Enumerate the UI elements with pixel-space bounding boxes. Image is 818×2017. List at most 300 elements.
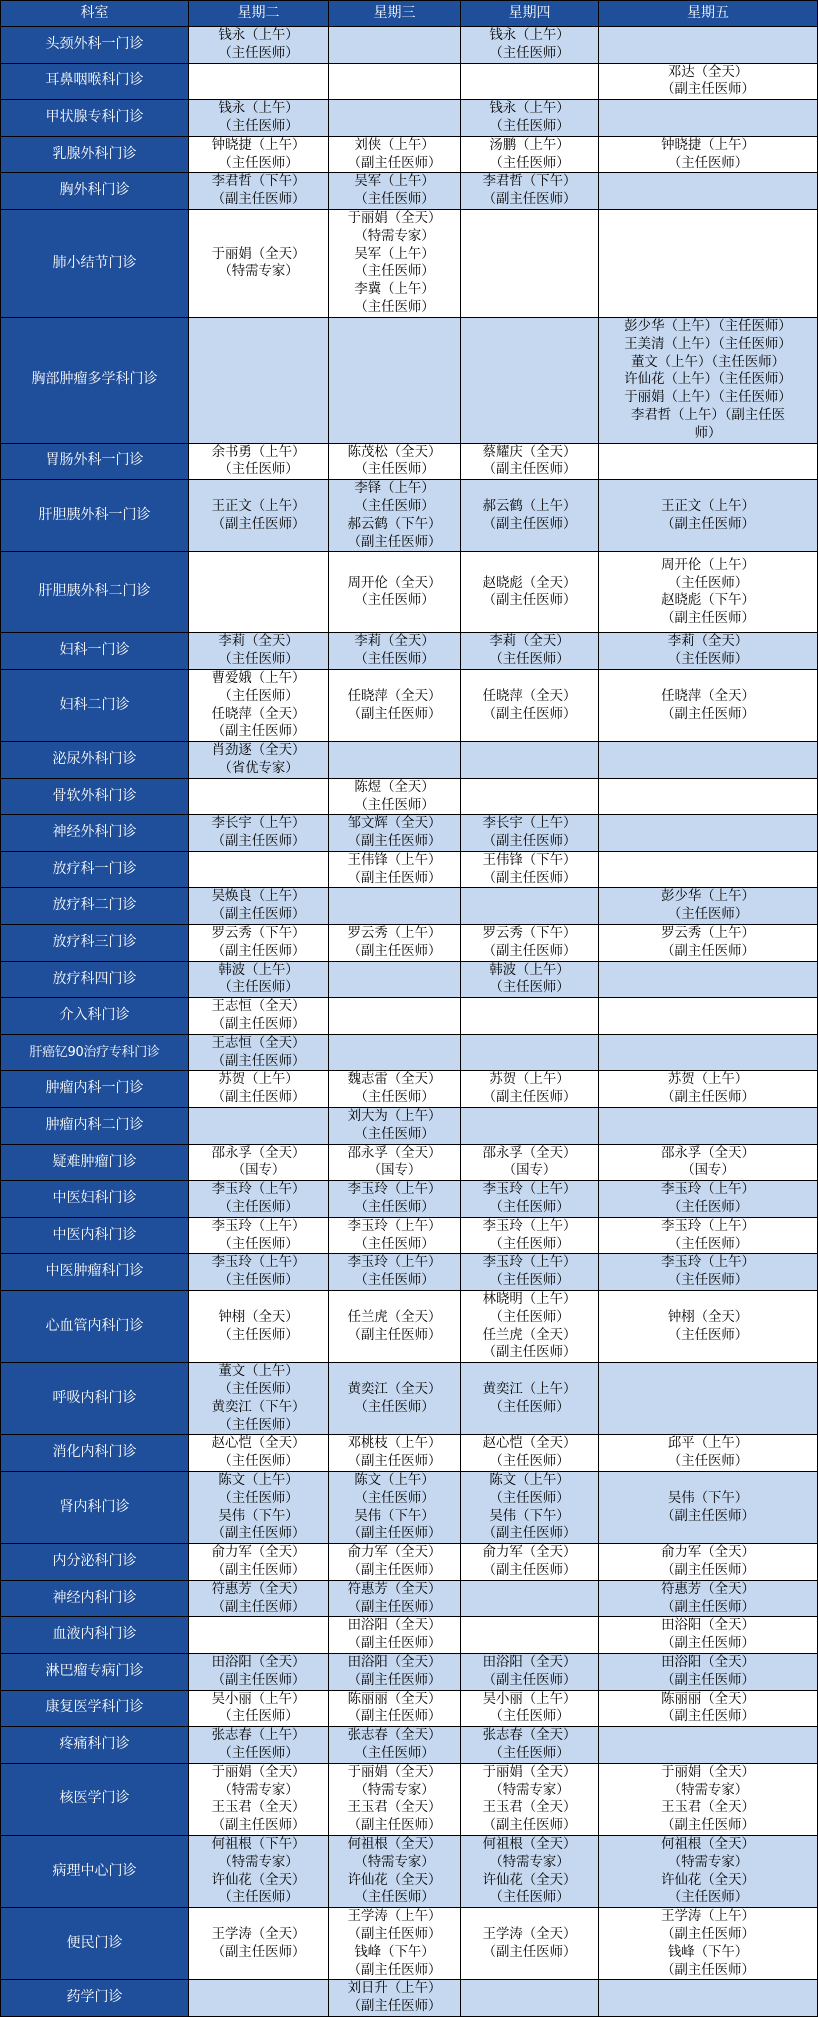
doctor-line: 李莉（全天） [489, 634, 570, 650]
schedule-cell-friday [599, 1617, 818, 1654]
doctor-line: （主任医师） [218, 1327, 299, 1343]
doctor-line: （主任医师） [354, 652, 435, 668]
doctor-line: 于丽娟（上午）（主任医师） [624, 390, 792, 406]
doctor-line: （主任医师） [218, 1236, 299, 1252]
dept-name: 神经内科门诊 [1, 1580, 189, 1617]
doctor-line: 何祖根（下午） [211, 1836, 306, 1852]
schedule-cell-friday [599, 552, 818, 633]
doctor-line: （副主任医师） [661, 943, 755, 959]
schedule-cell-tuesday [189, 1690, 329, 1727]
doctor-line: 吴军（上午） [354, 246, 435, 262]
schedule-cell-tuesday [189, 173, 329, 210]
schedule-cell-tuesday [189, 925, 329, 962]
table-row [1, 998, 818, 1035]
schedule-cell-thursday [461, 1435, 599, 1472]
doctor-line: 田浴阳（全天） [661, 1618, 755, 1634]
schedule-cell-tuesday [189, 1034, 329, 1071]
schedule-cell-thursday [461, 1217, 599, 1254]
schedule-cell-friday [599, 100, 818, 137]
dept-name: 介入科门诊 [1, 998, 189, 1035]
doctor-line: 肖劲逐（全天） [211, 743, 306, 759]
doctor-line: （副主任医师） [661, 1562, 755, 1578]
doctor-line: 张志春（上午） [211, 1728, 306, 1744]
doctor-line: 于丽娟（全天） [211, 246, 306, 262]
doctor-line: 林晓明（上午） [482, 1292, 577, 1308]
table-row [1, 480, 818, 552]
schedule-cell-thursday [461, 1835, 599, 1907]
table-row [1, 1653, 818, 1690]
doctor-line: 许仙花（全天） [347, 1872, 442, 1888]
doctor-line: 郝云鹤（下午） [347, 516, 442, 532]
doctor-line: 韩波（上午） [489, 962, 570, 978]
schedule-cell-friday [599, 1217, 818, 1254]
schedule-cell-wednesday [329, 1471, 461, 1543]
doctor-line: （副主任医师） [211, 516, 306, 532]
header-tuesday: 星期二 [189, 1, 329, 27]
doctor-line: （副主任医师） [347, 1962, 442, 1978]
doctor-line: 周开伦（上午） [661, 557, 755, 573]
doctor-line: （国专） [231, 1163, 286, 1179]
doctor-line: （副主任医师） [211, 1672, 306, 1688]
schedule-cell-friday [599, 1144, 818, 1181]
table-row [1, 1034, 818, 1071]
schedule-cell-wednesday [329, 443, 461, 480]
doctor-line: （主任医师） [489, 1709, 570, 1725]
schedule-cell-wednesday [329, 1690, 461, 1727]
doctor-line: 何祖根（全天） [347, 1836, 442, 1852]
doctor-line: 韩波（上午） [218, 962, 299, 978]
doctor-line: （副主任医师） [347, 706, 442, 722]
dept-name: 呼吸内科门诊 [1, 1363, 189, 1435]
schedule-cell-thursday [461, 1034, 599, 1071]
doctor-line: 任晓萍（全天） [661, 688, 755, 704]
doctor-line: （特需专家） [489, 1782, 570, 1798]
doctor-line: （主任医师） [667, 1200, 749, 1216]
doctor-line: 吴伟（下午） [489, 1508, 570, 1524]
doctor-line: （主任医师） [489, 1273, 570, 1289]
schedule-cell-thursday [461, 778, 599, 815]
schedule-cell-wednesday [329, 136, 461, 173]
schedule-cell-thursday [461, 1617, 599, 1654]
schedule-cell-friday [599, 742, 818, 779]
table-row [1, 1144, 818, 1181]
doctor-line: 王正文（上午） [661, 498, 755, 514]
doctor-line: （主任医师） [489, 1200, 570, 1216]
dept-name: 消化内科门诊 [1, 1435, 189, 1472]
schedule-cell-tuesday [189, 1471, 329, 1543]
doctor-line: （副主任医师） [347, 155, 442, 171]
schedule-cell-friday [599, 1580, 818, 1617]
schedule-cell-tuesday [189, 998, 329, 1035]
doctor-line: （副主任医师） [482, 192, 577, 208]
doctor-line: 何祖根（全天） [661, 1836, 755, 1852]
doctor-line: 何祖根（全天） [482, 1836, 577, 1852]
schedule-cell-tuesday [189, 778, 329, 815]
doctor-line: （特需专家） [667, 1782, 749, 1798]
doctor-line: 李莉（全天） [218, 634, 299, 650]
doctor-line: 邹文辉（全天） [347, 816, 442, 832]
doctor-line: 吴伟（下午） [667, 1490, 749, 1506]
schedule-cell-friday [599, 998, 818, 1035]
schedule-cell-tuesday [189, 443, 329, 480]
schedule-cell-thursday [461, 443, 599, 480]
table-row [1, 633, 818, 670]
doctor-line: 李玉玲（上午） [482, 1255, 577, 1271]
dept-name: 耳鼻咽喉科门诊 [1, 63, 189, 100]
doctor-line: 于丽娟（全天） [482, 1764, 577, 1780]
doctor-line: （主任医师） [489, 1745, 570, 1761]
schedule-cell-wednesday [329, 552, 461, 633]
schedule-cell-wednesday [329, 851, 461, 888]
schedule-cell-thursday [461, 961, 599, 998]
schedule-cell-tuesday [189, 1144, 329, 1181]
doctor-line: 黄奕江（全天） [347, 1382, 442, 1397]
dept-name: 肾内科门诊 [1, 1471, 189, 1543]
doctor-line: （主任医师） [489, 155, 570, 171]
table-row [1, 63, 818, 100]
dept-name: 神经外科门诊 [1, 815, 189, 852]
doctor-line: （主任医师） [354, 1890, 435, 1906]
doctor-line: 钟晓捷（上午） [211, 137, 306, 153]
table-row [1, 778, 818, 815]
doctor-line: （主任医师） [667, 575, 749, 591]
doctor-line: 邵永孚（全天） [347, 1145, 442, 1161]
doctor-line: （特需专家） [667, 1854, 749, 1870]
table-row [1, 317, 818, 443]
schedule-cell-tuesday [189, 1363, 329, 1435]
schedule-cell-friday [599, 1291, 818, 1363]
schedule-cell-friday [599, 888, 818, 925]
schedule-cell-wednesday [329, 669, 461, 741]
schedule-cell-thursday [461, 742, 599, 779]
doctor-line: （主任医师） [218, 980, 299, 996]
doctor-line: （副主任医师） [211, 834, 306, 850]
doctor-line: （主任医师） [354, 192, 435, 208]
schedule-cell-wednesday [329, 209, 461, 317]
doctor-line: （主任医师） [354, 797, 435, 813]
schedule-cell-wednesday [329, 1254, 461, 1291]
doctor-line: （主任医师） [489, 1490, 570, 1506]
doctor-line: 任兰虎（全天） [482, 1327, 577, 1343]
doctor-line: 任晓萍（全天） [482, 688, 577, 704]
doctor-line: 王玉君（全天） [661, 1800, 755, 1816]
schedule-cell-wednesday [329, 1363, 461, 1435]
doctor-line: （主任医师） [354, 462, 435, 478]
schedule-cell-wednesday [329, 1580, 461, 1617]
table-row [1, 1471, 818, 1543]
doctor-line: 俞力军（全天） [347, 1545, 442, 1561]
doctor-line: （特需专家） [354, 1854, 435, 1870]
table-row [1, 1580, 818, 1617]
schedule-cell-friday [599, 1071, 818, 1108]
table-row [1, 1727, 818, 1764]
schedule-cell-friday [599, 778, 818, 815]
schedule-cell-thursday [461, 888, 599, 925]
schedule-cell-thursday [461, 1254, 599, 1291]
doctor-line: （副主任医师） [347, 1454, 442, 1470]
schedule-cell-thursday [461, 1108, 599, 1145]
doctor-line: （副主任医师） [482, 834, 577, 850]
doctor-line: （副主任医师） [347, 1327, 442, 1343]
doctor-line: 王志恒（全天） [211, 999, 306, 1015]
doctor-line: 钟晓捷（上午） [661, 137, 755, 153]
doctor-line: 吴小丽（上午） [211, 1691, 306, 1707]
doctor-line: （副主任医师） [347, 534, 442, 550]
schedule-cell-thursday [461, 815, 599, 852]
doctor-line: 王玉君（全天） [347, 1800, 442, 1816]
doctor-line: 李君哲（上午）（副主任医 [631, 407, 785, 423]
doctor-line: （主任医师） [218, 1200, 299, 1216]
doctor-line: 钱峰（下午） [354, 1944, 435, 1960]
table-row [1, 1435, 818, 1472]
schedule-cell-wednesday [329, 1291, 461, 1363]
dept-name: 血液内科门诊 [1, 1617, 189, 1654]
schedule-cell-tuesday [189, 1980, 329, 2017]
doctor-line: 钱峰（下午） [667, 1944, 749, 1960]
doctor-line: （副主任医师） [347, 1926, 442, 1942]
schedule-cell-wednesday [329, 317, 461, 443]
doctor-line: 邵永孚（全天） [211, 1145, 306, 1161]
doctor-line: （主任医师） [354, 1090, 435, 1106]
doctor-line: 罗云秀（下午） [211, 926, 306, 942]
doctor-line: （国专） [367, 1163, 422, 1179]
doctor-line: （主任医师） [489, 1890, 570, 1906]
doctor-line: （主任医师） [489, 45, 570, 61]
doctor-line: （副主任医师） [482, 462, 577, 478]
doctor-line: （副主任医师） [661, 82, 755, 98]
dept-name: 病理中心门诊 [1, 1835, 189, 1907]
dept-name: 康复医学科门诊 [1, 1690, 189, 1727]
schedule-cell-friday [599, 480, 818, 552]
doctor-line: 苏贺（上午） [489, 1072, 570, 1088]
header-wednesday: 星期三 [329, 1, 461, 27]
doctor-line: （主任医师） [354, 1126, 435, 1142]
doctor-line: （副主任医师） [347, 1999, 442, 2015]
dept-name: 放疗科四门诊 [1, 961, 189, 998]
dept-name: 疑难肿瘤门诊 [1, 1144, 189, 1181]
schedule-cell-friday [599, 173, 818, 210]
doctor-line: （主任医师） [667, 1273, 749, 1289]
doctor-line: （特需专家） [218, 264, 299, 280]
doctor-line: 邵永孚（全天） [661, 1145, 755, 1161]
schedule-cell-thursday [461, 1980, 599, 2017]
doctor-line: （副主任医师） [661, 1672, 755, 1688]
doctor-line: （副主任医师） [661, 1709, 755, 1725]
doctor-line: （特需专家） [218, 1854, 299, 1870]
dept-name: 疼痛科门诊 [1, 1727, 189, 1764]
doctor-line: 吴伟（下午） [218, 1508, 299, 1524]
dept-name: 放疗科二门诊 [1, 888, 189, 925]
doctor-line: （副主任医师） [211, 1599, 306, 1615]
dept-name: 中医妇科门诊 [1, 1181, 189, 1218]
schedule-cell-friday [599, 1435, 818, 1472]
doctor-line: （主任医师） [489, 1399, 570, 1415]
schedule-cell-tuesday [189, 1580, 329, 1617]
schedule-cell-thursday [461, 1144, 599, 1181]
doctor-line: 钟栩（全天） [667, 1309, 749, 1325]
doctor-line: 于丽娟（全天） [347, 211, 442, 227]
doctor-line: 苏贺（上午） [218, 1072, 299, 1088]
schedule-cell-thursday [461, 63, 599, 100]
doctor-line: （副主任医师） [661, 516, 755, 532]
schedule-cell-wednesday [329, 1108, 461, 1145]
doctor-line: （特需专家） [218, 1782, 299, 1798]
dept-name: 药学门诊 [1, 1980, 189, 2017]
schedule-cell-tuesday [189, 1617, 329, 1654]
schedule-cell-thursday [461, 1471, 599, 1543]
doctor-line: （副主任医师） [347, 1636, 442, 1652]
doctor-line: （主任医师） [218, 1890, 299, 1906]
table-row [1, 443, 818, 480]
table-row [1, 1254, 818, 1291]
schedule-cell-wednesday [329, 1181, 461, 1218]
doctor-line: 王伟锋（上午） [347, 852, 442, 868]
doctor-line: （副主任医师） [211, 1944, 306, 1960]
schedule-cell-tuesday [189, 1653, 329, 1690]
schedule-cell-thursday [461, 480, 599, 552]
doctor-line: 赵晓彪（全天） [482, 575, 577, 591]
doctor-line: （主任医师） [667, 1327, 749, 1343]
doctor-line: 董文（上午） [218, 1364, 299, 1380]
schedule-cell-tuesday [189, 1763, 329, 1835]
dept-name: 肝癌钇90治疗专科门诊 [1, 1034, 189, 1071]
doctor-line: 李长宇（上午） [211, 816, 306, 832]
schedule-cell-friday [599, 633, 818, 670]
doctor-line: （副主任医师） [482, 1818, 577, 1834]
header-row [1, 1, 818, 27]
dept-name: 妇科一门诊 [1, 633, 189, 670]
doctor-line: （主任医师） [218, 1273, 299, 1289]
schedule-cell-tuesday [189, 1435, 329, 1472]
schedule-cell-wednesday [329, 1034, 461, 1071]
doctor-line: 钱永（上午） [489, 28, 570, 43]
doctor-line: （主任医师） [354, 1399, 435, 1415]
schedule-cell-friday [599, 1181, 818, 1218]
doctor-line: 蔡耀庆（全天） [482, 444, 577, 460]
schedule-cell-friday [599, 1908, 818, 1980]
schedule-cell-wednesday [329, 1908, 461, 1980]
doctor-line: 刘大为（上午） [347, 1109, 442, 1125]
schedule-cell-tuesday [189, 1908, 329, 1980]
doctor-line: 李玉玲（上午） [661, 1218, 755, 1234]
doctor-line: 王玉君（全天） [211, 1800, 306, 1816]
doctor-line: 符惠芳（全天） [211, 1581, 306, 1597]
table-row [1, 925, 818, 962]
schedule-cell-wednesday [329, 1653, 461, 1690]
schedule-cell-thursday [461, 1363, 599, 1435]
schedule-cell-wednesday [329, 1144, 461, 1181]
doctor-line: 王玉君（全天） [482, 1800, 577, 1816]
table-row [1, 27, 818, 64]
doctor-line: 吴军（上午） [354, 174, 435, 190]
doctor-line: 李玉玲（上午） [211, 1218, 306, 1234]
doctor-line: 李莉（全天） [354, 634, 435, 650]
schedule-cell-tuesday [189, 961, 329, 998]
doctor-line: 陈茂松（全天） [347, 444, 442, 460]
doctor-line: （副主任医师） [211, 1818, 306, 1834]
dept-name: 泌尿外科门诊 [1, 742, 189, 779]
doctor-line: （副主任医师） [661, 611, 755, 627]
doctor-line: （副主任医师） [482, 1526, 577, 1542]
doctor-line: 王学涛（上午） [347, 1909, 442, 1925]
doctor-line: （主任医师） [354, 300, 435, 316]
doctor-line: （副主任医师） [347, 1818, 442, 1834]
doctor-line: （副主任医师） [661, 1636, 755, 1652]
schedule-cell-thursday [461, 1763, 599, 1835]
doctor-line: 田浴阳（全天） [347, 1618, 442, 1634]
schedule-cell-thursday [461, 1181, 599, 1218]
doctor-line: （国专） [681, 1163, 735, 1179]
schedule-cell-tuesday [189, 552, 329, 633]
doctor-line: （省优专家） [218, 760, 299, 776]
table-row [1, 1835, 818, 1907]
doctor-line: 陈煜（全天） [354, 779, 435, 795]
doctor-line: 师） [694, 425, 722, 441]
dept-name: 骨软外科门诊 [1, 778, 189, 815]
schedule-cell-friday [599, 961, 818, 998]
doctor-line: （主任医师） [218, 155, 299, 171]
doctor-line: 钟栩（全天） [218, 1309, 299, 1325]
doctor-line: （主任医师） [489, 652, 570, 668]
doctor-line: （副主任医师） [211, 943, 306, 959]
schedule-cell-wednesday [329, 633, 461, 670]
doctor-line: 许仙花（全天） [482, 1872, 577, 1888]
dept-name: 胃肠外科一门诊 [1, 443, 189, 480]
doctor-line: 田浴阳（全天） [661, 1654, 755, 1670]
doctor-line: 陈丽丽（全天） [661, 1691, 755, 1707]
doctor-line: （副主任医师） [211, 1562, 306, 1578]
doctor-line: 许仙花（上午）（主任医师） [624, 372, 792, 388]
doctor-line: 王学涛（上午） [661, 1909, 755, 1925]
schedule-cell-wednesday [329, 1435, 461, 1472]
doctor-line: （主任医师） [218, 688, 299, 704]
doctor-line: （副主任医师） [347, 1672, 442, 1688]
dept-name: 肺小结节门诊 [1, 209, 189, 317]
schedule-cell-wednesday [329, 888, 461, 925]
dept-name: 淋巴瘤专病门诊 [1, 1653, 189, 1690]
dept-name: 肿瘤内科二门诊 [1, 1108, 189, 1145]
dept-name: 肝胆胰外科二门诊 [1, 552, 189, 633]
doctor-line: 李长宇（上午） [482, 816, 577, 832]
doctor-line: （主任医师） [667, 1454, 749, 1470]
doctor-line: （副主任医师） [482, 1562, 577, 1578]
doctor-line: 王伟锋（下午） [482, 852, 577, 868]
doctor-line: 邵永孚（全天） [482, 1145, 577, 1161]
schedule-cell-tuesday [189, 1071, 329, 1108]
schedule-cell-wednesday [329, 173, 461, 210]
schedule-cell-thursday [461, 633, 599, 670]
doctor-line: 吴焕良（上午） [211, 889, 306, 905]
doctor-line: 王学涛（全天） [211, 1926, 306, 1942]
doctor-line: （主任医师） [667, 652, 749, 668]
doctor-line: （副主任医师） [661, 1508, 755, 1524]
table-row [1, 742, 818, 779]
schedule-cell-wednesday [329, 27, 461, 64]
doctor-line: （主任医师） [218, 1490, 299, 1506]
schedule-cell-thursday [461, 1580, 599, 1617]
schedule-cell-friday [599, 1980, 818, 2017]
doctor-line: 于丽娟（全天） [211, 1764, 306, 1780]
schedule-cell-thursday [461, 209, 599, 317]
schedule-cell-friday [599, 1108, 818, 1145]
schedule-cell-thursday [461, 552, 599, 633]
doctor-line: 钱永（上午） [489, 101, 570, 117]
schedule-cell-friday [599, 1471, 818, 1543]
doctor-line: （主任医师） [354, 1490, 435, 1506]
doctor-line: 罗云秀（上午） [661, 926, 755, 942]
doctor-line: 李莉（全天） [667, 634, 749, 650]
schedule-cell-tuesday [189, 1108, 329, 1145]
